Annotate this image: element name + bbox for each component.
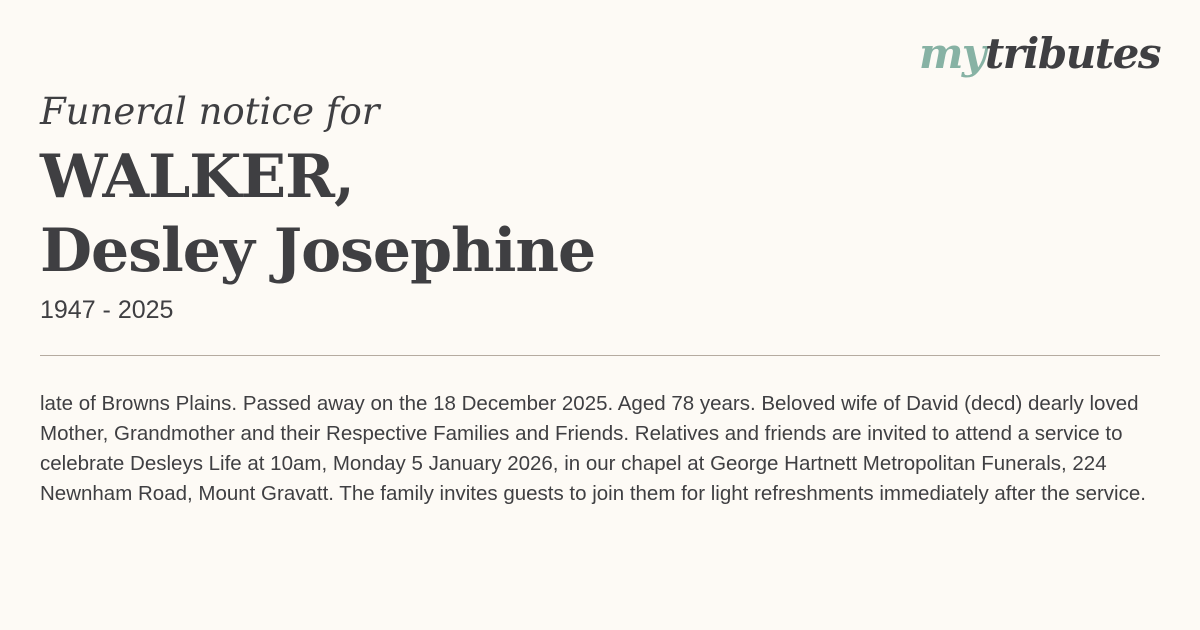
notice-body: late of Browns Plains. Passed away on the 18 December 2025. Aged 78 years. Beloved wife of David (decd) dearly loved Mother, Grandmother and their Respective Families and Friends. Relatives and friends are invited to attend a service to celebrate Desleys Life at 10am, Monday 5 January 2026, in our chapel at George Hartnett Metropolitan Funerals, 224 Newnham Road, Mount Gravatt. The family invites guests to join them for light refreshments immediately after the service.	[40, 392, 1146, 505]
life-years: 1947 - 2025	[40, 296, 174, 324]
notice-kicker: Funeral notice for	[40, 90, 380, 133]
deceased-surname: WALKER,	[40, 142, 354, 212]
mytributes-logo[interactable]	[918, 29, 1160, 78]
logo-prefix: my	[918, 29, 985, 78]
deceased-given-names: Desley Josephine	[40, 216, 596, 286]
notice-heading	[40, 90, 940, 326]
logo-suffix: tributes	[984, 29, 1160, 78]
divider	[40, 355, 1160, 356]
